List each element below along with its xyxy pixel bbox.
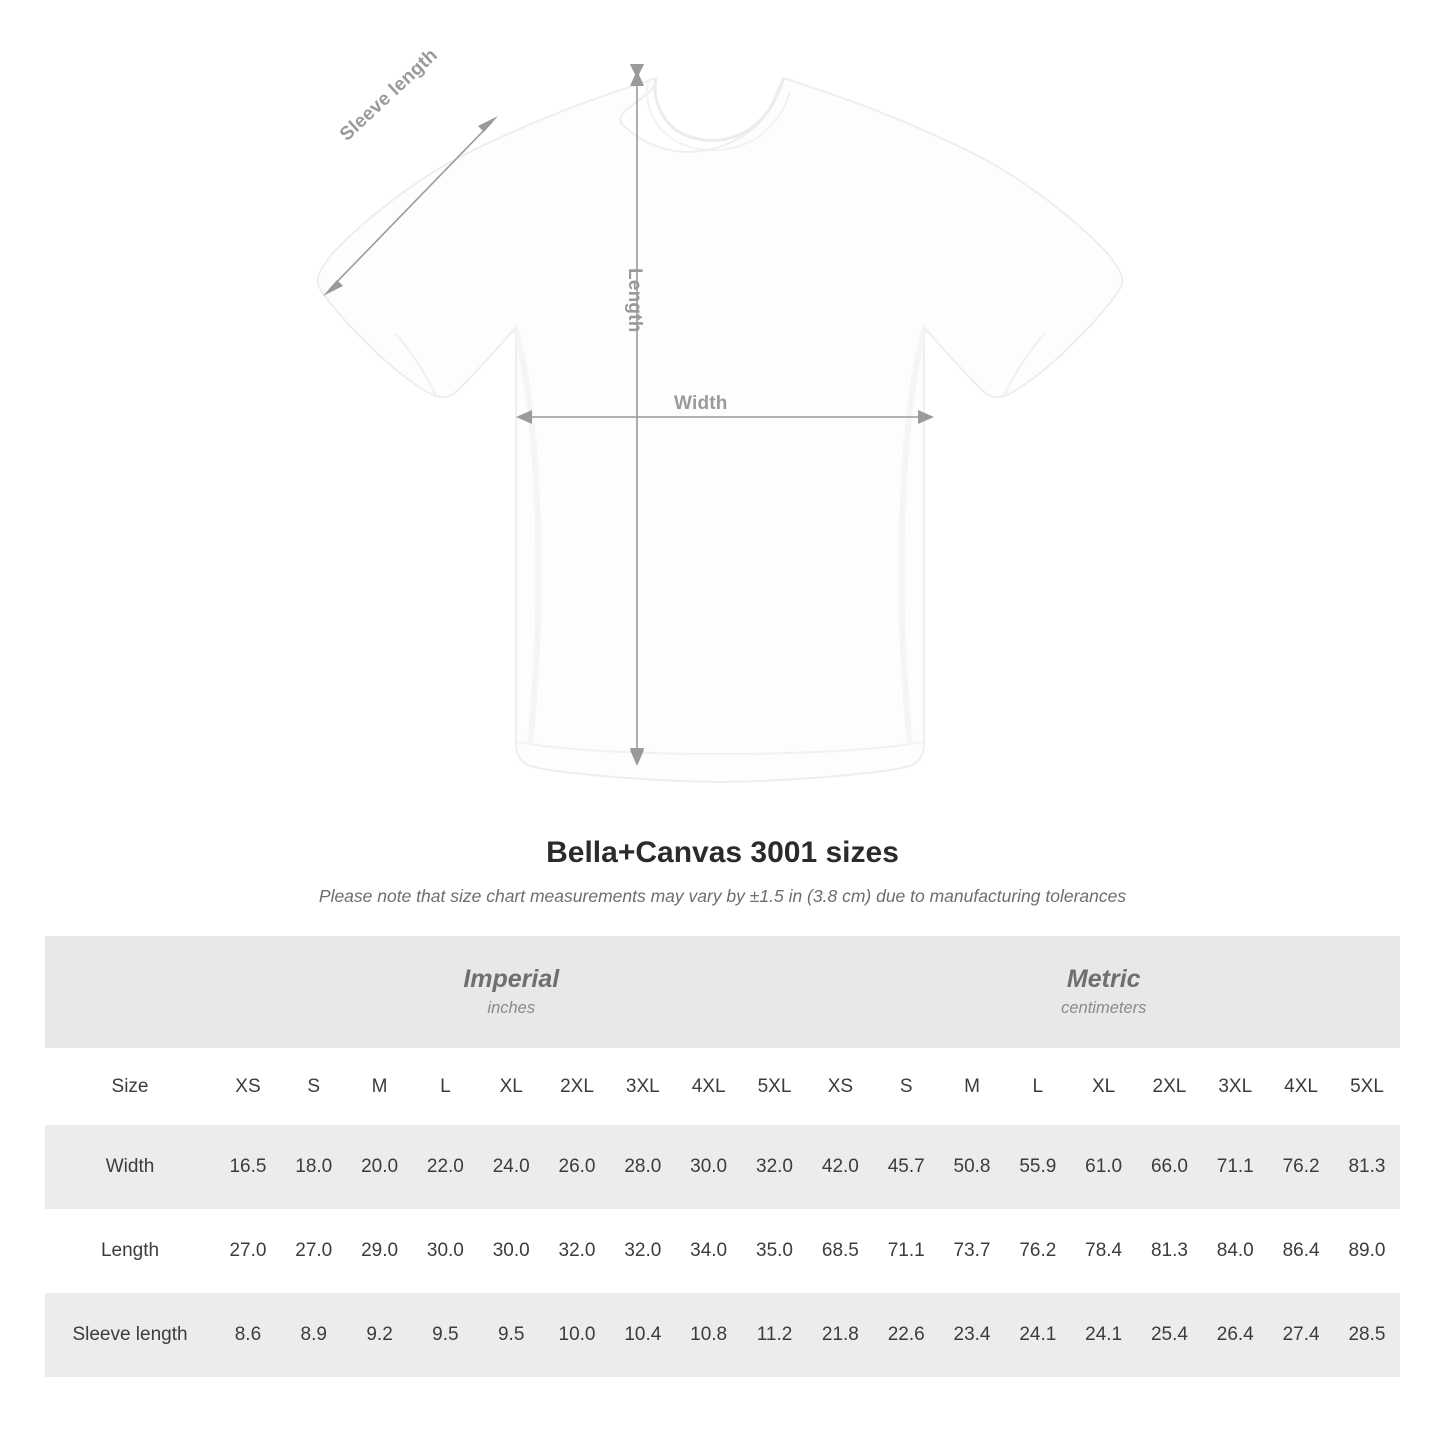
cell-length-3xl: 32.0 [610,1209,676,1293]
cell-sleeve-4xl: 10.8 [676,1293,742,1377]
cell-sleeve-s: 8.9 [281,1293,347,1377]
cell-length-l: 30.0 [412,1209,478,1293]
unit-group-metric [807,936,1400,1048]
cell-width-4xl-cm: 76.2 [1268,1125,1334,1209]
cell-length-5xl-cm: 89.0 [1334,1209,1400,1293]
cell-length-xl-cm: 78.4 [1071,1209,1137,1293]
size-header-cell: M [939,1048,1005,1125]
unit-group-metric-name: Metric [1066,964,1141,993]
cell-sleeve-3xl-cm: 26.4 [1202,1293,1268,1377]
cell-sleeve-l: 9.5 [412,1293,478,1377]
size-header-cell: L [1005,1048,1071,1125]
length-label: Length [624,268,645,333]
table-row [45,1293,1400,1377]
cell-width-2xl: 26.0 [544,1125,610,1209]
unit-group-imperial [215,936,807,1048]
size-header-cell: S [281,1048,347,1125]
cell-width-xs: 16.5 [215,1125,281,1209]
cell-length-5xl: 35.0 [742,1209,808,1293]
size-header-cell: XL [1071,1048,1137,1125]
size-header-cell: XL [478,1048,544,1125]
cell-width-s: 18.0 [281,1125,347,1209]
size-header-cell: 3XL [1202,1048,1268,1125]
size-header-cell: M [347,1048,413,1125]
cell-length-2xl: 32.0 [544,1209,610,1293]
cell-sleeve-5xl-cm: 28.5 [1334,1293,1400,1377]
table-row [45,1125,1400,1209]
unit-group-row [45,936,1400,1048]
unit-group-empty-cell [45,936,215,1048]
size-header-cell: XS [807,1048,873,1125]
row-label-sleeve-length: Sleeve length [45,1293,215,1377]
cell-width-3xl: 28.0 [610,1125,676,1209]
cell-width-xl-cm: 61.0 [1071,1125,1137,1209]
cell-sleeve-xs-cm: 21.8 [807,1293,873,1377]
size-table [45,936,1400,1377]
cell-width-4xl: 30.0 [676,1125,742,1209]
size-header-row [45,1048,1400,1125]
size-header-cell: 4XL [676,1048,742,1125]
chart-title-block [0,836,1445,907]
cell-width-5xl-cm: 81.3 [1334,1125,1400,1209]
unit-group-imperial-name: Imperial [463,964,560,993]
cell-width-xl: 24.0 [478,1125,544,1209]
cell-width-2xl-cm: 66.0 [1137,1125,1203,1209]
size-header-cell: 2XL [1137,1048,1203,1125]
table-row [45,1209,1400,1293]
row-label-length: Length [45,1209,215,1293]
size-header-label: Size [45,1048,215,1125]
cell-width-3xl-cm: 71.1 [1202,1125,1268,1209]
tolerance-note: Please note that size chart measurements may vary by ±1.5 in (3.8 cm) due to manufacturing tolerances [318,886,1127,906]
cell-sleeve-xl: 9.5 [478,1293,544,1377]
cell-sleeve-m: 9.2 [347,1293,413,1377]
cell-width-m-cm: 50.8 [939,1125,1005,1209]
size-header-cell: XS [215,1048,281,1125]
cell-sleeve-3xl: 10.4 [610,1293,676,1377]
size-header-cell: 3XL [610,1048,676,1125]
cell-length-2xl-cm: 81.3 [1137,1209,1203,1293]
cell-length-xs: 27.0 [215,1209,281,1293]
cell-sleeve-2xl-cm: 25.4 [1137,1293,1203,1377]
size-table-wrapper [45,936,1400,1377]
size-header-cell: 5XL [742,1048,808,1125]
cell-width-l: 22.0 [412,1125,478,1209]
page-title: Bella+Canvas 3001 sizes [546,836,899,869]
size-header-cell: 4XL [1268,1048,1334,1125]
cell-length-m: 29.0 [347,1209,413,1293]
width-label: Width [674,393,728,414]
cell-length-4xl: 34.0 [676,1209,742,1293]
cell-sleeve-m-cm: 23.4 [939,1293,1005,1377]
cell-length-s-cm: 71.1 [873,1209,939,1293]
cell-length-xl: 30.0 [478,1209,544,1293]
cell-width-xs-cm: 42.0 [807,1125,873,1209]
size-header-cell: 2XL [544,1048,610,1125]
sleeve-length-label: Sleeve length [336,44,442,146]
cell-sleeve-xl-cm: 24.1 [1071,1293,1137,1377]
cell-width-5xl: 32.0 [742,1125,808,1209]
cell-width-m: 20.0 [347,1125,413,1209]
cell-length-3xl-cm: 84.0 [1202,1209,1268,1293]
cell-length-s: 27.0 [281,1209,347,1293]
cell-sleeve-l-cm: 24.1 [1005,1293,1071,1377]
cell-length-xs-cm: 68.5 [807,1209,873,1293]
cell-width-s-cm: 45.7 [873,1125,939,1209]
cell-width-l-cm: 55.9 [1005,1125,1071,1209]
cell-length-m-cm: 73.7 [939,1209,1005,1293]
unit-group-imperial-sub: inches [487,999,536,1018]
cell-length-4xl-cm: 86.4 [1268,1209,1334,1293]
cell-sleeve-5xl: 11.2 [742,1293,808,1377]
cell-length-l-cm: 76.2 [1005,1209,1071,1293]
size-header-cell: 5XL [1334,1048,1400,1125]
row-label-width: Width [45,1125,215,1209]
cell-sleeve-xs: 8.6 [215,1293,281,1377]
cell-sleeve-4xl-cm: 27.4 [1268,1293,1334,1377]
unit-group-metric-sub: centimeters [1061,999,1147,1018]
cell-sleeve-2xl: 10.0 [544,1293,610,1377]
size-header-cell: S [873,1048,939,1125]
size-header-cell: L [412,1048,478,1125]
cell-sleeve-s-cm: 22.6 [873,1293,939,1377]
